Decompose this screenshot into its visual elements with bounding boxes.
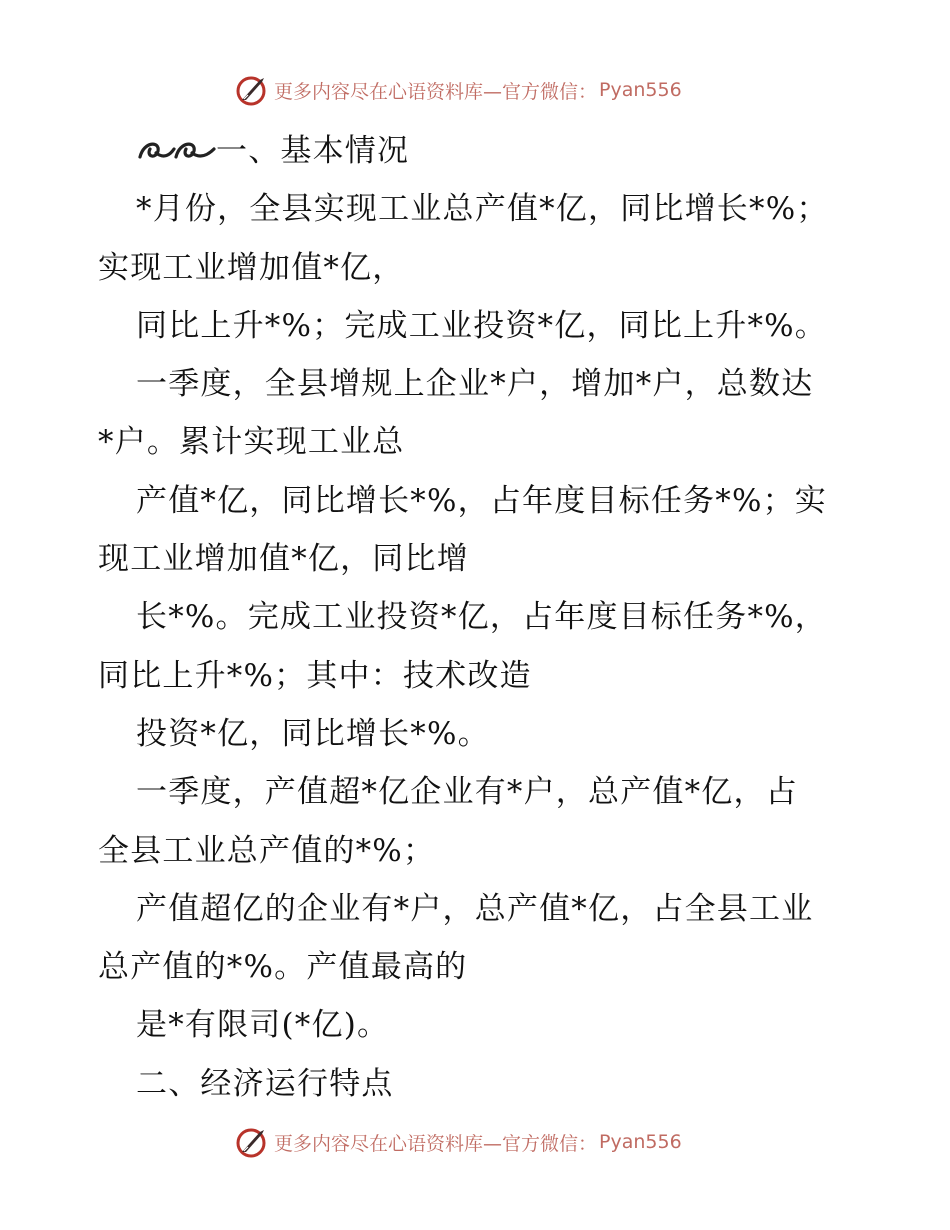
banner-wechat-id: Pyan556 [599,79,682,101]
section-heading-1 [98,122,858,180]
banner-text: 更多内容尽在心语资料库—官方微信： [274,1132,598,1155]
paragraph-line: 现工业增加值*亿，同比增 [98,541,469,578]
header-banner [234,70,682,110]
paragraph-line: 实现工业增加值*亿， [98,249,405,286]
paragraph-line: 产值*亿，同比增长*%，占年度目标任务*%；实 [136,482,828,519]
section-heading-2: 二、经济运行特点 [136,1065,394,1102]
paragraph-line: *月份，全县实现工业总产值*亿，同比增长*%； [136,191,829,228]
banner-text: 更多内容尽在心语资料库—官方微信： [274,80,598,103]
paragraph-line: 同比上升*%；完成工业投资*亿，同比上升*%。 [136,307,828,344]
banner-wechat-id: Pyan556 [599,1131,682,1153]
paragraph-line: 一季度，产值超*亿企业有*户，总产值*亿，占 [136,774,798,811]
paragraph-line: 产值超亿的企业有*户，总产值*亿，占全县工业 [136,890,814,927]
quill-pen-logo-icon [234,1124,270,1160]
document-body [98,122,858,1113]
paragraph-line: 长*%。完成工业投资*亿，占年度目标任务*%， [136,599,828,636]
paragraph-line: 一季度，全县增规上企业*户，增加*户，总数达 [136,366,814,403]
paragraph-line: 是*有限司(*亿)。 [136,1007,390,1044]
paragraph-line: 全县工业总产值的*%； [98,832,436,869]
quill-pen-logo-icon [234,72,270,108]
heading-text: 一、基本情况 [216,133,410,169]
paragraph-line: 同比上升*%；其中：技术改造 [98,657,532,694]
footer-banner [234,1122,682,1162]
paragraph-line: 投资*亿，同比增长*%。 [136,715,490,752]
decorative-swirl-icon [136,137,216,163]
paragraph-line: *户。累计实现工业总 [98,424,405,461]
paragraph-line: 总产值的*%。产值最高的 [98,949,468,986]
